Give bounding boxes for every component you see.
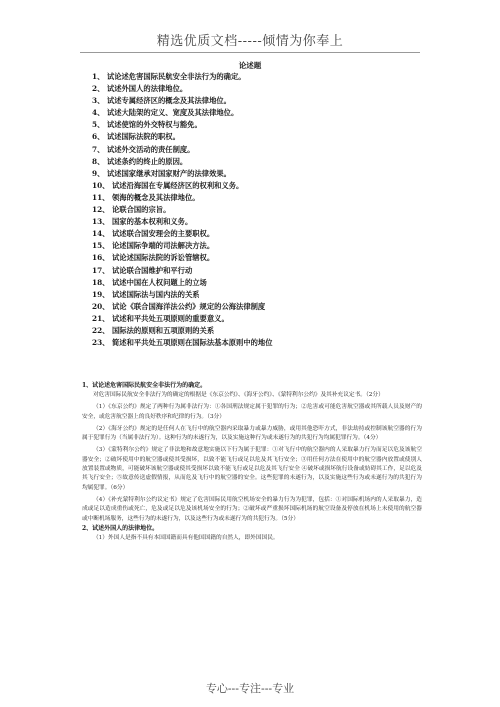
question-item: 1、 试论述危害国际民航安全非法行为的确定。 [92,72,246,81]
answer-paragraph: （2）《海牙公约》规定的是任何人在飞行中的航空器内采取暴力或暴力威胁，或用其他恐吓方式，非法劫持或控制该航空器的行为属于犯罪行为（当属非法行为）。这种行为的未遂行为，以及实施这种行为或未遂行为的共犯行为均属犯罪行为。（4分） [82,425,422,442]
answer-paragraph: （1）《东京公约》规定了两种行为属非法行为：①各国刑法规定属于犯罪的行为；②危害或可能危害航空器或其所载人员及财产的安全，或危害航空器上的良好秩序和纪律的行为。（3分） [82,404,422,420]
section-heading: 论述题 [238,61,262,70]
question-item: 13、 国家的基本权利和义务。 [92,217,193,227]
question-item: 14、 试述联合国安理会的主要职权。 [92,229,215,239]
question-item: 21、 试述和平共处五项原则的重要意义。 [92,313,229,323]
question-list [92,71,432,349]
question-item: 5、 试述使馆的外交特权与豁免。 [92,120,202,130]
answer-heading: 1、试论述危害国际民航安全非法行为的确定。 [82,382,207,389]
question-item: 17、 试论联合国维护和平行动 [92,265,193,275]
answer-body [82,381,422,543]
question-item: 16、 试论述国际法院的诉讼管辖权。 [92,253,215,263]
question-item: 12、 论联合国的宗旨。 [92,205,171,215]
question-item: 6、 试述国际法院的职权。 [92,132,180,142]
page-header: 精选优质文档-----倾情为你奉上 [156,34,344,49]
question-item: 23、 简述和平共处五项原则在国际法基本原则中的地位 [92,338,273,348]
question-item: 11、 领海的概念及其法律地位。 [92,192,200,202]
question-item: 4、 试述大陆架的定义、宽度及其法律地位。 [92,108,239,118]
page-footer: 专心---专注---专业 [205,682,295,695]
question-item: 2、 试述外国人的法律地位。 [92,84,188,94]
question-item: 20、 试论《联合国海洋法公约》规定的公海法律制度 [92,301,266,311]
question-item: 10、 试述沿海国在专属经济区的权利和义务。 [92,180,244,190]
question-item: 18、 试述中国在人权问题上的立场 [92,277,207,287]
question-item: 7、 试述外交活动的责任制度。 [92,144,195,154]
answer-paragraph: （1）外国人是指不具有本国国籍而具有他国国籍的自然人，即外国国民。 [93,534,279,541]
question-item: 19、 试述国际法与国内法的关系 [92,289,200,299]
question-item: 15、 论述国际争端的司法解决方法。 [92,241,215,251]
question-item: 3、 试述专属经济区的概念及其法律地位。 [92,96,231,106]
question-item: 22、 国际法的原则和五项原则的关系 [92,325,215,335]
answer-paragraph: 对危害国际民航安全非法行为的确定的根据是《东京公约》、《海牙公约》、《蒙特利尔公约》及其补充议定书。（2分） [93,392,384,398]
answer-paragraph: （4）《补充蒙特利尔公约议定书》规定了危害国际民用航空机场安全的暴力行为为犯罪，包括：①对国际机场内的人采取暴力，造成或足以造成重伤或死亡，危及或足以危及该机场安全的行为；②破坏或严重损坏国际机场的航空设备及停放在机场上未使用的航空器或中断机场服务，这些行为的未遂行为，以及这些行为或未遂行为的共犯行为。（5分） [82,496,422,522]
question-item: 8、 试述条约的终止的原因。 [92,156,188,166]
answer-heading: 2、试述外国人的法律地位。 [82,524,159,532]
answer-paragraph: （3）《蒙特利尔公约》规定了非法地和故意地实施以下行为属于犯罪：①对飞行中的航空器内的人采取暴力行为而足以危及该航空器安全；②破坏使用中的航空器或使其受损坏，以致不能飞行或足以危及其飞行安全；③用任何方法在使用中的航空器内放置或使别人放置装置或物质，可能破坏该航空器或使其受损坏以致不能飞行或足以危及其飞行安全 ④破坏或损坏航行设备或妨碍其工作，足以危及其飞行安全；⑤故意传送虚假情报，从而危及飞行中的航空器的安全。这些犯罪的未遂行为，以及实施这些行为或未遂行为的共犯行为均属犯罪。（6分） [82,447,422,491]
header-divider [80,52,420,53]
question-item: 9、 试述国家继承对国家财产的法律效果。 [92,168,231,178]
